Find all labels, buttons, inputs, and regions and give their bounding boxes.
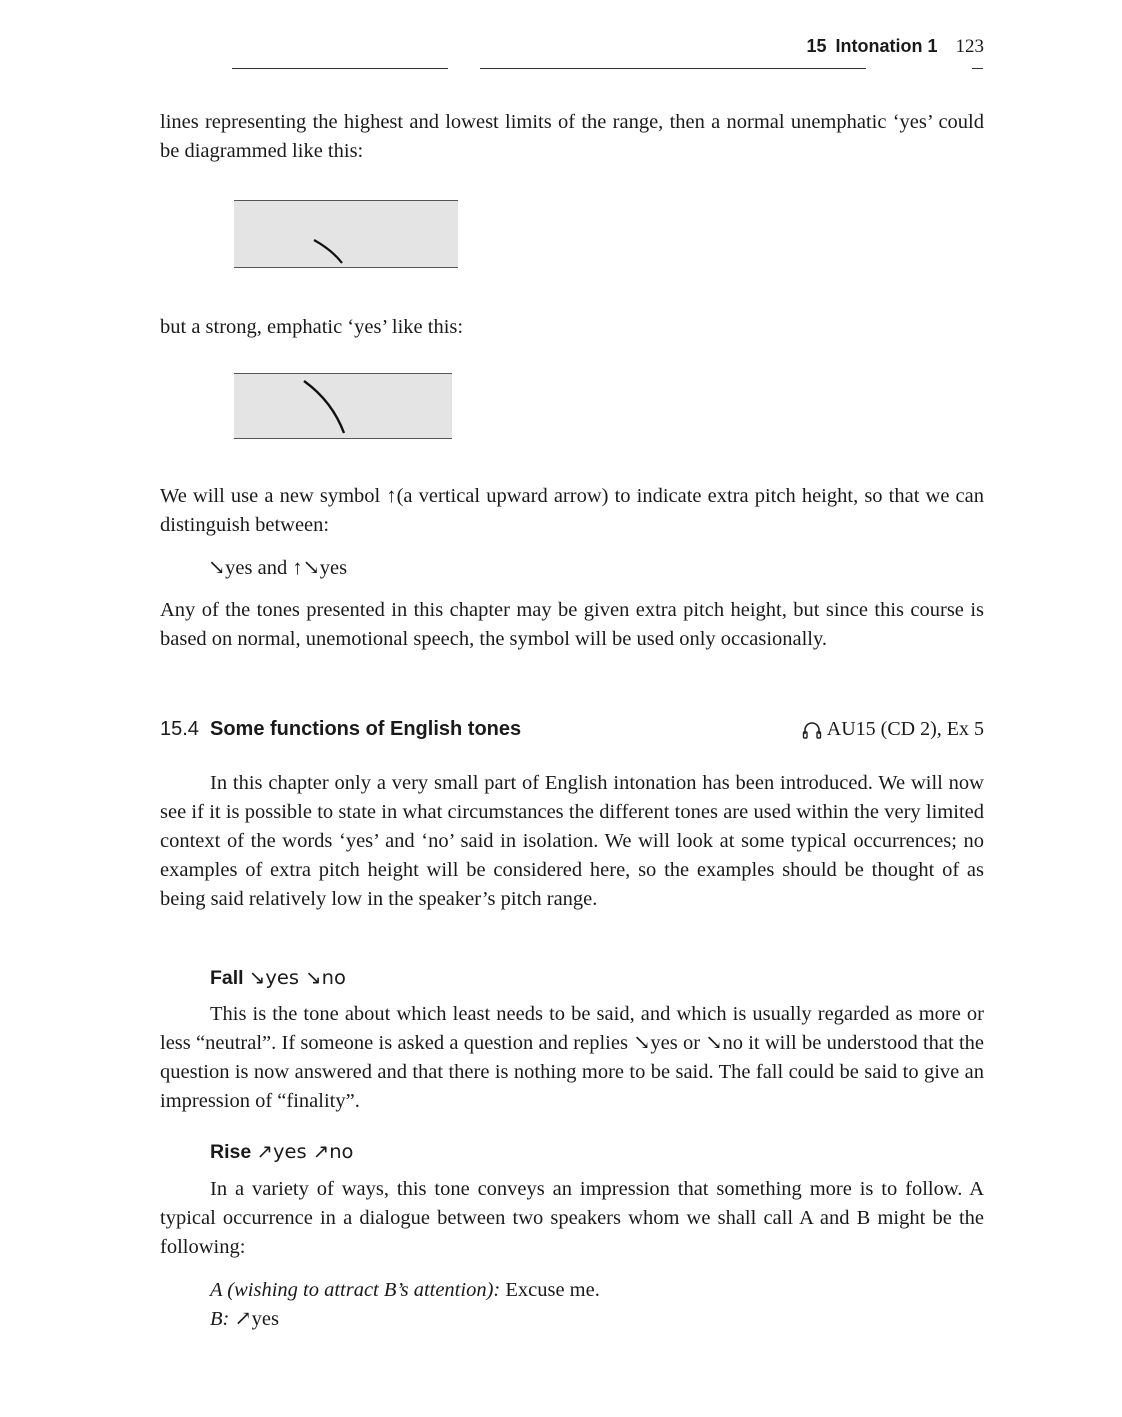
paragraph-fall: This is the tone about which least needs to be said, and which is usually regarded as more or less “neutral”. If someone is asked a question and replies ↘yes or ↘no it will be understood that the question is now answered and that there is nothing more to be said. The fall could be said to give an impression of “finality”.: [160, 1003, 984, 1112]
extra-high-fall-contour-graphic: [234, 373, 452, 439]
pitch-diagram-emphatic-yes: [234, 373, 452, 439]
dialogue-line-b: [210, 1305, 279, 1334]
chapter-title: Intonation 1: [835, 36, 938, 56]
audio-reference: [801, 718, 984, 741]
paragraph-any-tones: Any of the tones presented in this chapter may be given extra pitch height, but since this course is based on normal, unemotional speech, the symbol will be used only occasionally.: [160, 599, 984, 650]
section-title: Some functions of English tones: [210, 718, 522, 740]
subheading-fall: [210, 966, 346, 990]
paragraph-rise: In a variety of ways, this tone conveys an impression that something more is to follow. A typical occurrence in a dialogue between two speakers whom we shall call A and B might be the following:: [160, 1178, 984, 1258]
paragraph-symbol: We will use a new symbol ↑(a vertical upward arrow) to indicate extra pitch height, so that we can distinguish between:: [160, 485, 984, 536]
fall-contour-graphic: [234, 200, 458, 268]
page-number: 123: [955, 36, 984, 57]
header-rule: [972, 68, 983, 69]
subheading-fall-label: Fall: [210, 967, 244, 989]
subheading-fall-tones: ↘yes ↘no: [249, 966, 346, 989]
paragraph-strong: but a strong, emphatic ‘yes’ like this:: [160, 316, 464, 338]
chapter-number: 15: [806, 36, 827, 56]
running-header: [806, 36, 984, 58]
example-yes-comparison: ↘yes and ↑↘yes: [208, 557, 348, 579]
paragraph-intro: lines representing the highest and lowest limits of the range, then a normal unemphatic ‘yes’ could be diagrammed like this:: [160, 111, 984, 162]
paragraph-chapter-intro: In this chapter only a very small part of English intonation has been introduced. We will now see if it is possible to state in what circumstances the different tones are used within the very limited context of the words ‘yes’ and ‘no’ said in isolation. We will look at some typical occurrences; no examples of extra pitch height will be considered here, so the examples should be thought of as being said relatively low in the speaker’s pitch range.: [160, 772, 984, 910]
chapter-heading: [806, 36, 937, 57]
subheading-rise-label: Rise: [210, 1141, 252, 1163]
header-rule: [232, 68, 448, 69]
dialogue-speaker-b: B:: [210, 1308, 230, 1330]
header-rule: [480, 68, 866, 69]
section-number: 15.4: [160, 718, 199, 740]
dialogue-text-a: Excuse me.: [505, 1279, 600, 1301]
audio-reference-text: AU15 (CD 2), Ex 5: [826, 718, 984, 740]
headphones-icon: [801, 719, 823, 741]
dialogue-line-a: [210, 1276, 600, 1305]
dialogue-speaker-a: A (wishing to attract B’s attention):: [210, 1279, 501, 1301]
section-heading: [160, 718, 984, 748]
dialogue-text-b: ↗yes: [234, 1308, 279, 1330]
subheading-rise-tones: ↗yes ↗no: [256, 1140, 354, 1163]
subheading-rise: [210, 1140, 354, 1164]
pitch-diagram-normal-yes: [234, 200, 458, 268]
